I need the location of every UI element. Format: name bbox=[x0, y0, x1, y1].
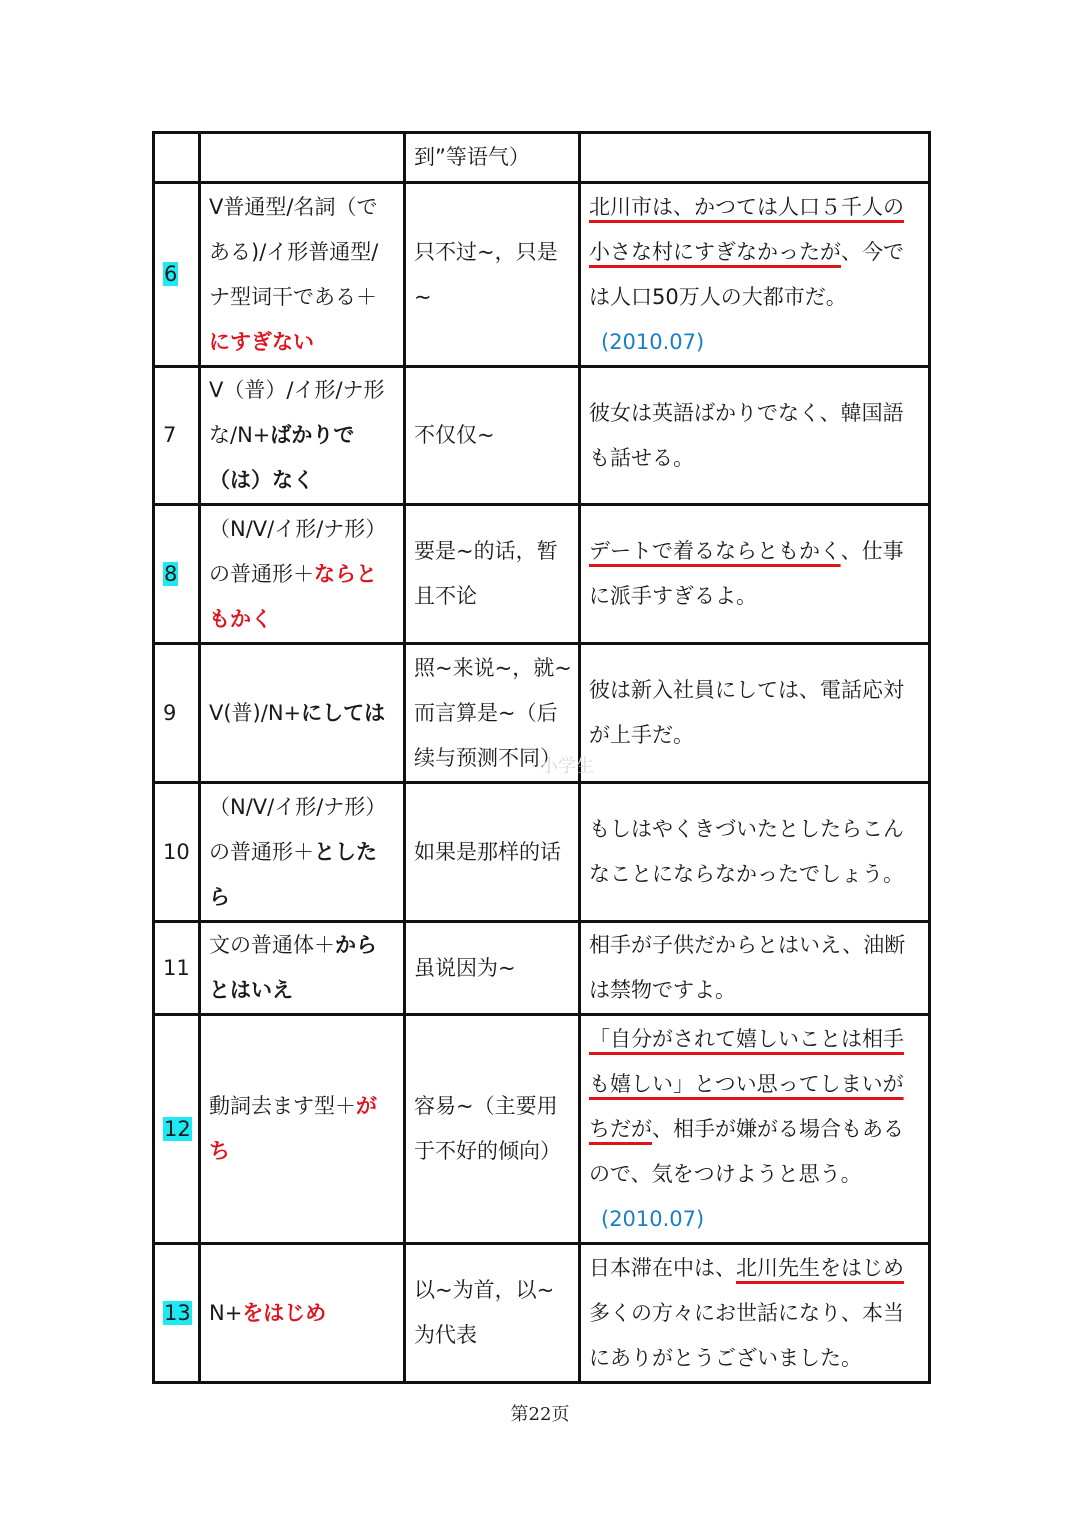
cell-pattern bbox=[200, 133, 405, 183]
table-row bbox=[154, 367, 930, 505]
table-row bbox=[154, 783, 930, 922]
cell-meaning: 虽说因为~ bbox=[405, 922, 580, 1015]
table-row bbox=[154, 183, 930, 367]
table-row bbox=[154, 1015, 930, 1244]
cell-number: 7 bbox=[154, 367, 200, 505]
cell-example: 相手が子供だからとはいえ、油断は禁物ですよ。 bbox=[580, 922, 930, 1015]
cell-pattern: V（普）/イ形/ナ形な/N+ばかりで（は）なく bbox=[200, 367, 405, 505]
watermark: 小学生 bbox=[540, 756, 594, 777]
cell-meaning: 容易~（主要用于不好的倾向） bbox=[405, 1015, 580, 1244]
table-row bbox=[154, 1244, 930, 1383]
cell-meaning: 要是~的话，暂且不论 bbox=[405, 505, 580, 644]
cell-example: 日本滞在中は、北川先生をはじめ多くの方々にお世話になり、本当にありがとうございました。 bbox=[580, 1244, 930, 1383]
table-row bbox=[154, 505, 930, 644]
cell-pattern: N+をはじめ bbox=[200, 1244, 405, 1383]
cell-pattern: （N/V/イ形/ナ形）の普通形＋としたら bbox=[200, 783, 405, 922]
cell-number: 10 bbox=[154, 783, 200, 922]
cell-number: 12 bbox=[154, 1015, 200, 1244]
cell-meaning: 不仅仅~ bbox=[405, 367, 580, 505]
cell-pattern: 動詞去ます型＋がち bbox=[200, 1015, 405, 1244]
cell-example: 彼は新入社員にしては、電話応対が上手だ。 bbox=[580, 644, 930, 783]
cell-example bbox=[580, 133, 930, 183]
cell-number: 8 bbox=[154, 505, 200, 644]
cell-number: 9 bbox=[154, 644, 200, 783]
cell-meaning: 照~来说~，就~而言算是~（后续与预测不同） bbox=[405, 644, 580, 783]
cell-number: 11 bbox=[154, 922, 200, 1015]
cell-meaning: 如果是那样的话 bbox=[405, 783, 580, 922]
cell-number: 6 bbox=[154, 183, 200, 367]
page-number: 第22页 bbox=[510, 1404, 570, 1425]
cell-pattern: 文の普通体＋からとはいえ bbox=[200, 922, 405, 1015]
cell-meaning: 到”等语气） bbox=[405, 133, 580, 183]
cell-meaning: 只不过~，只是~ bbox=[405, 183, 580, 367]
cell-example: 彼女は英語ばかりでなく、韓国語も話せる。 bbox=[580, 367, 930, 505]
table-row bbox=[154, 922, 930, 1015]
table-row bbox=[154, 133, 930, 183]
cell-example: 「自分がされて嬉しいことは相手も嬉しい」とつい思ってしまいがちだが、相手が嫌がる場合もあるので、気をつけようと思う。 (2010.07) bbox=[580, 1015, 930, 1244]
cell-example: 北川市は、かつては人口５千人の小さな村にすぎなかったが、今では人口50万人の大都市だ。 (2010.07) bbox=[580, 183, 930, 367]
cell-pattern: V(普)/N+にしては bbox=[200, 644, 405, 783]
cell-example: もしはやくきづいたとしたらこんなことにならなかったでしょう。 bbox=[580, 783, 930, 922]
cell-number bbox=[154, 133, 200, 183]
cell-example: デートで着るならともかく、仕事に派手すぎるよ。 bbox=[580, 505, 930, 644]
cell-pattern: V普通型/名詞（である)/イ形普通型/ナ型词干である＋ にすぎない bbox=[200, 183, 405, 367]
cell-pattern: （N/V/イ形/ナ形）の普通形＋ならともかく bbox=[200, 505, 405, 644]
cell-number: 13 bbox=[154, 1244, 200, 1383]
cell-meaning: 以~为首，以~为代表 bbox=[405, 1244, 580, 1383]
